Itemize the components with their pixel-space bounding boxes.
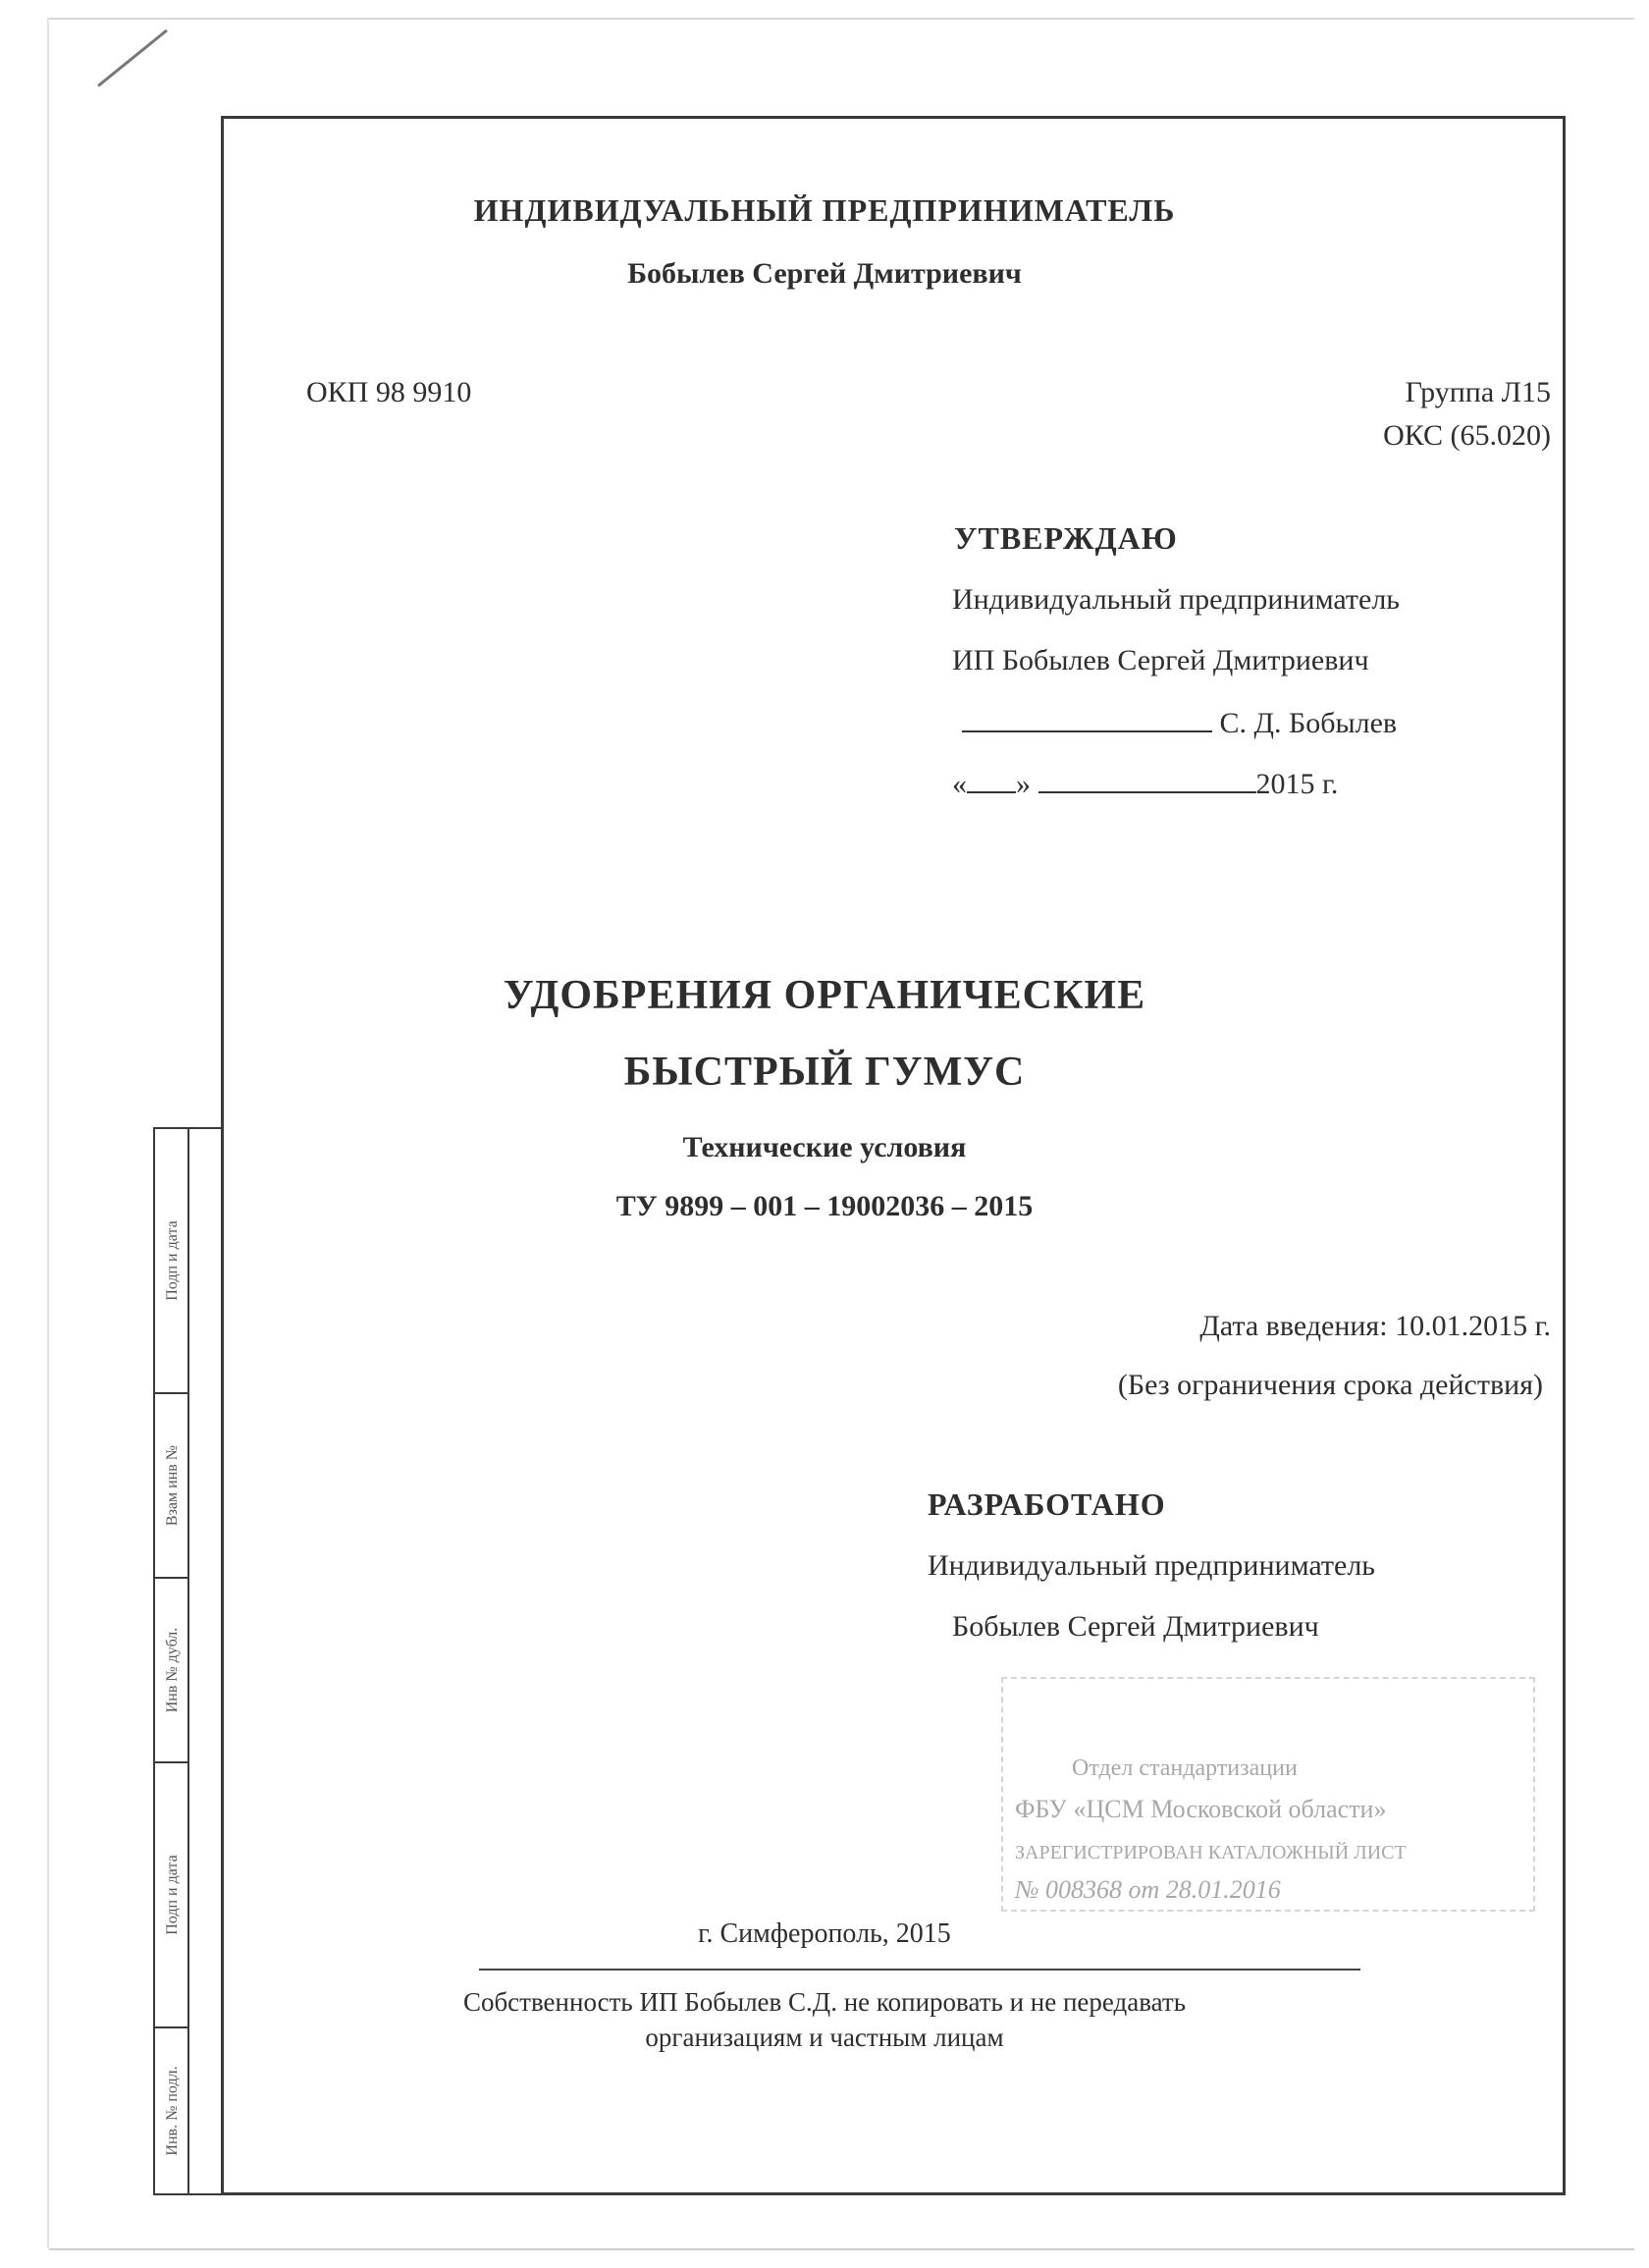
stamp-cell-sign-date-1 <box>155 1129 189 1394</box>
city-year: г. Симферополь, 2015 <box>698 1918 951 1949</box>
stamp-label: Подп и дата <box>163 1220 181 1301</box>
approval-org: ИП Бобылев Сергей Дмитриевич <box>952 644 1369 676</box>
introduction-date: Дата введения: 10.01.2015 г. <box>1199 1310 1551 1342</box>
stamp-cell-orig-inv <box>155 2028 189 2193</box>
okp-code: ОКП 98 9910 <box>306 376 472 408</box>
approval-signer: С. Д. Бобылев <box>1219 707 1398 739</box>
document-title-line2: БЫСТРЫЙ ГУМУС <box>623 1050 1026 1095</box>
signature-blank <box>962 705 1212 732</box>
stamp-org: ФБУ «ЦСМ Московской области» <box>1015 1795 1387 1823</box>
stamp-label: Подп и дата <box>163 1855 181 1935</box>
footer-notice-line1: Собственность ИП Бобылев С.Д. не копировать и не передавать <box>462 1987 1187 2017</box>
scan-edge-top <box>49 18 1634 20</box>
stamp-dept: Отдел стандартизации <box>1072 1755 1298 1781</box>
document-code: ТУ 9899 – 001 – 19002036 – 2015 <box>615 1190 1034 1222</box>
stamp-label: Взам инв № <box>163 1444 181 1527</box>
developer-position: Индивидуальный предприниматель <box>928 1549 1375 1582</box>
document-subtitle: Технические условия <box>682 1131 967 1163</box>
footer-notice-line2: организациям и частным лицам <box>645 2023 1004 2052</box>
stamp-cell-replace-inv <box>155 1394 189 1579</box>
document-title-line1: УДОБРЕНИЯ ОРГАНИЧЕСКИЕ <box>503 973 1146 1018</box>
org-type-heading: ИНДИВИДУАЛЬНЫЙ ПРЕДПРИНИМАТЕЛЬ <box>473 192 1176 228</box>
footer-rule <box>479 1969 1360 1971</box>
date-close-quote: » <box>1016 768 1031 800</box>
date-open-quote: « <box>952 768 967 800</box>
stamp-number-date: № 008368 от 28.01.2016 <box>1015 1875 1281 1904</box>
developer-name: Бобылев Сергей Дмитриевич <box>952 1610 1319 1643</box>
group-code: Группа Л15 <box>1405 376 1551 408</box>
stamp-label: Инв № дубл. <box>163 1627 181 1713</box>
approval-title: УТВЕРЖДАЮ <box>954 520 1178 556</box>
approval-date-line <box>952 766 1338 801</box>
month-blank <box>1038 766 1256 793</box>
org-name-heading: Бобылев Сергей Дмитриевич <box>627 257 1022 290</box>
validity-note: (Без ограничения срока действия) <box>1117 1369 1543 1401</box>
registration-stamp <box>1001 1677 1535 1912</box>
oks-code: ОКС (65.020) <box>1383 419 1551 452</box>
scan-edge-bottom <box>49 2248 1634 2250</box>
day-blank <box>967 766 1016 793</box>
developed-title: РАЗРАБОТАНО <box>928 1486 1166 1522</box>
stamp-registered: ЗАРЕГИСТРИРОВАН КАТАЛОЖНЫЙ ЛИСТ <box>1015 1842 1407 1863</box>
approval-position: Индивидуальный предприниматель <box>952 583 1400 616</box>
stamp-cell-dup-inv <box>155 1579 189 1763</box>
pen-mark <box>97 29 168 87</box>
approval-signature-line <box>962 705 1397 740</box>
approval-year: 2015 г. <box>1255 768 1339 800</box>
stamp-label: Инв. № подл. <box>163 2066 181 2156</box>
